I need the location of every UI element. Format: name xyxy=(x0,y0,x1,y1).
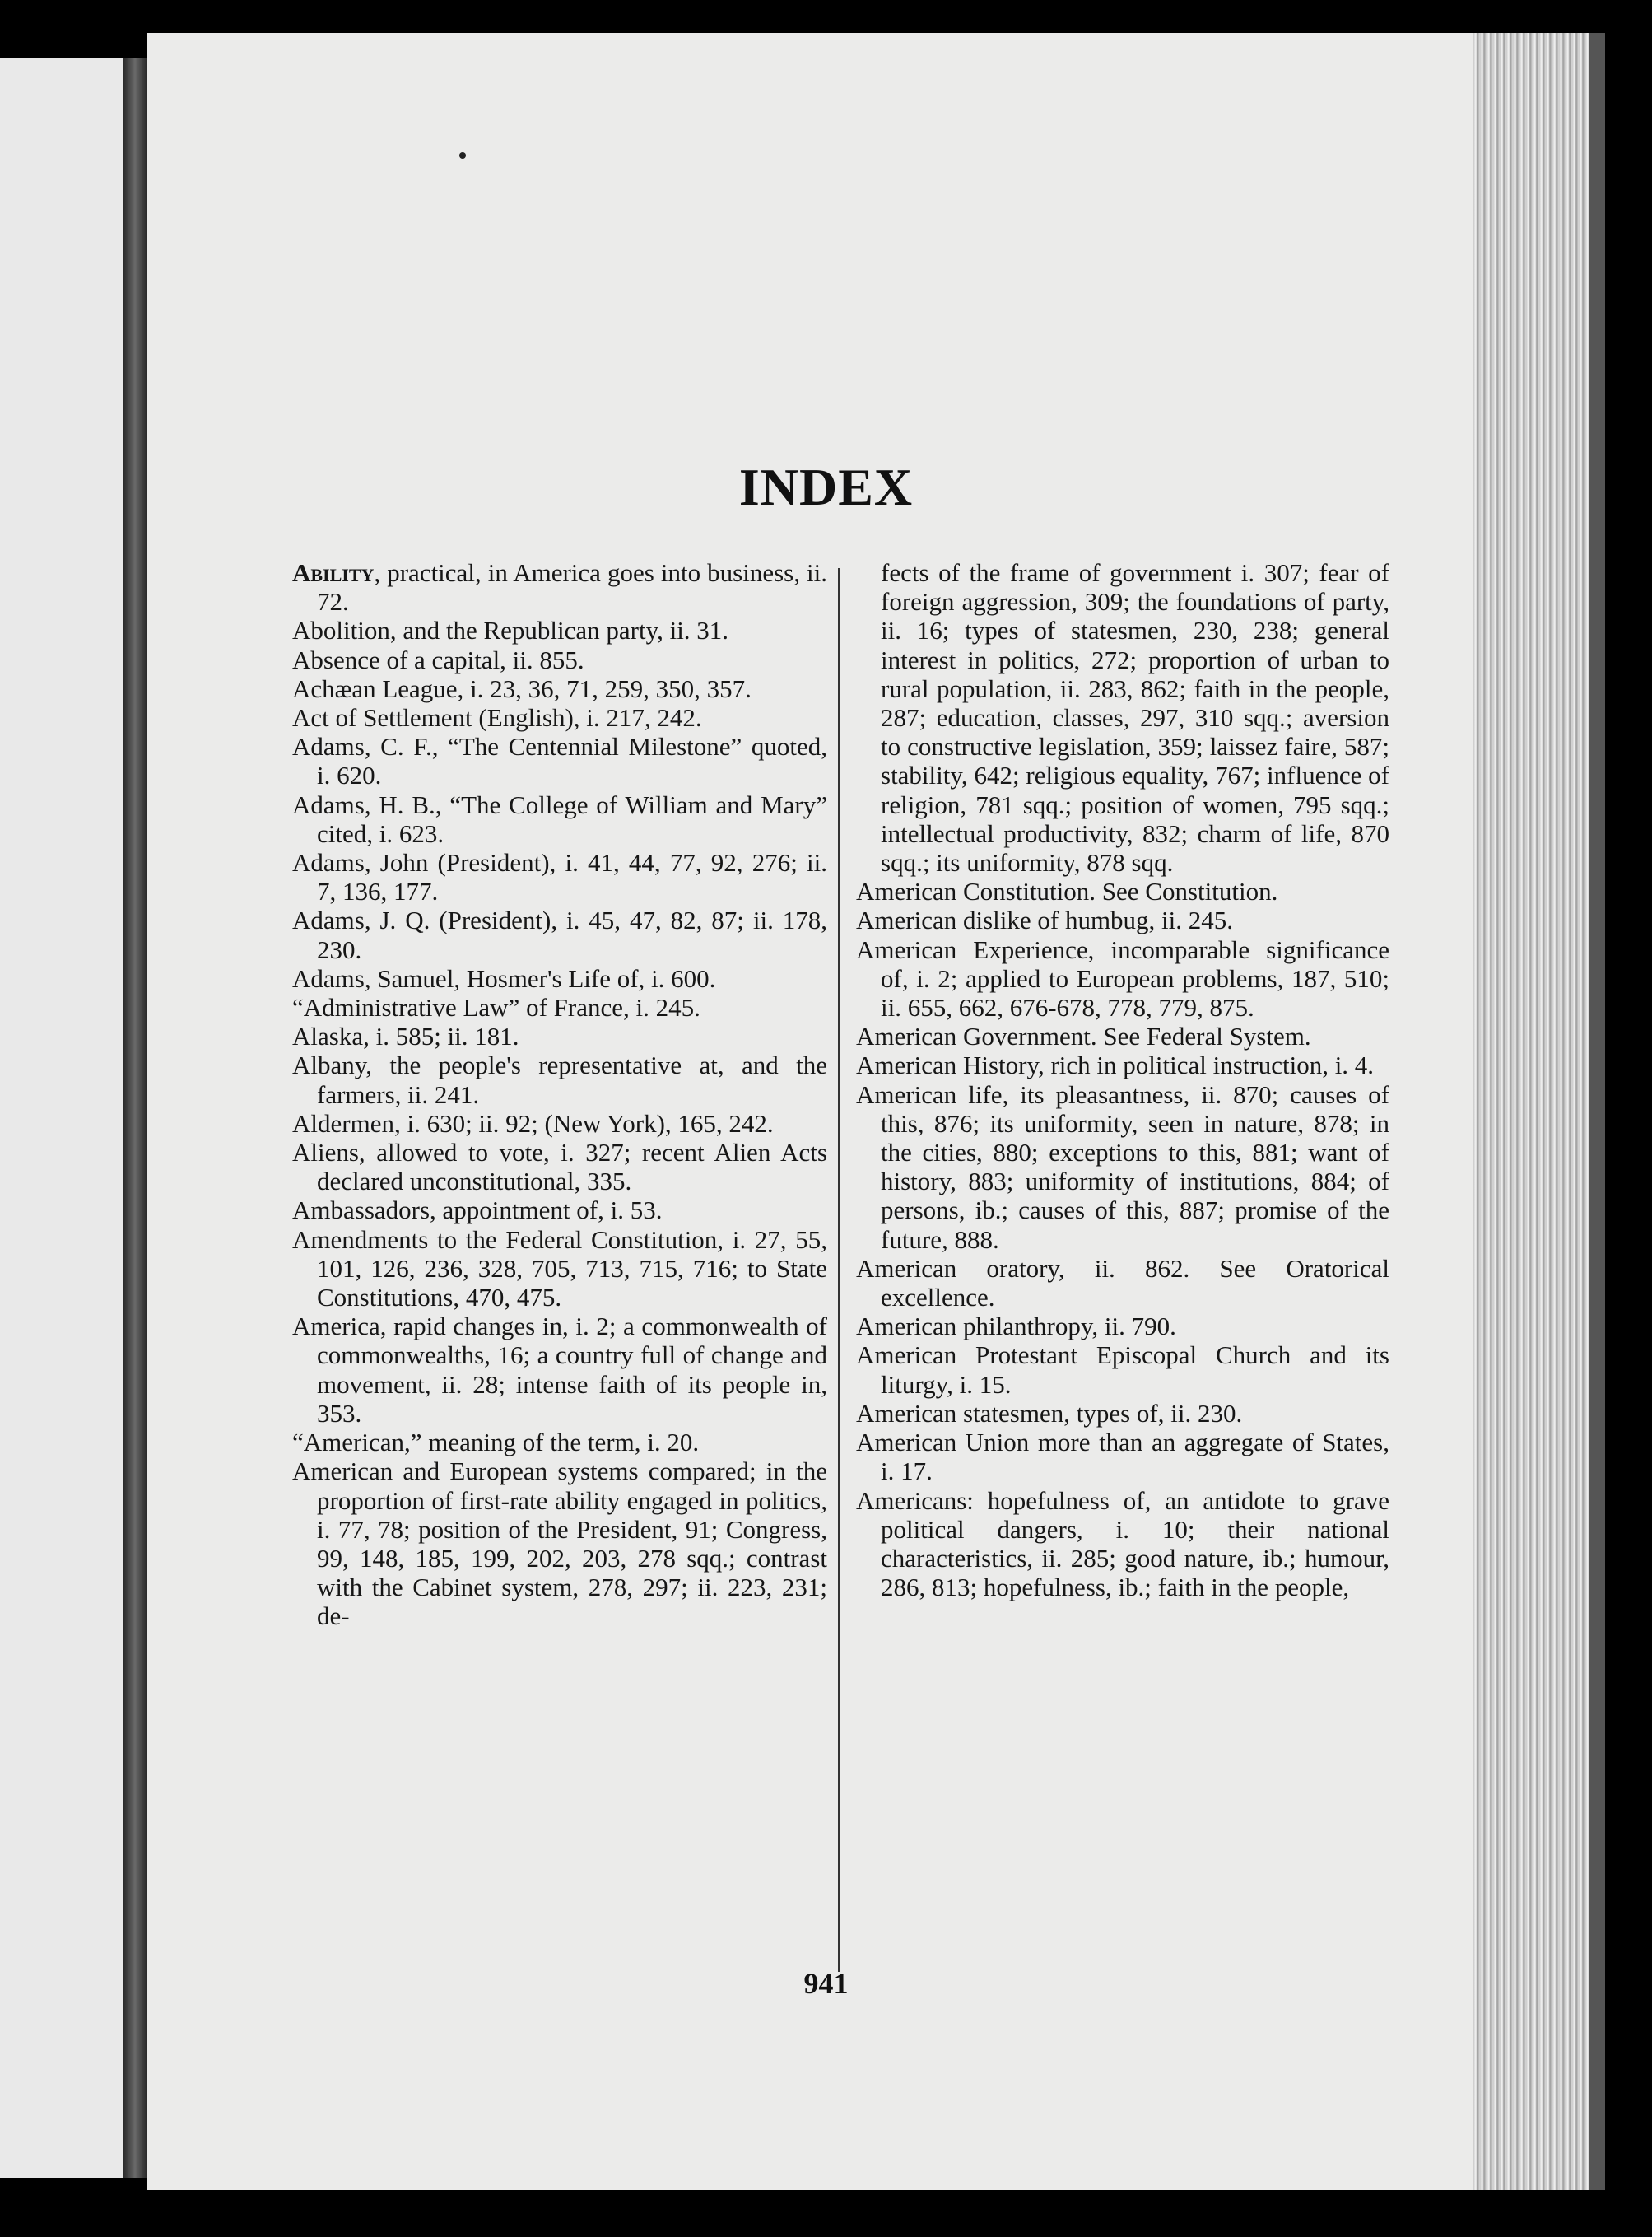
index-entry: Adams, C. F., “The Centennial Milestone” quoted, i. 620. xyxy=(292,732,827,790)
index-entry: “Administrative Law” of France, i. 245. xyxy=(292,993,700,1023)
index-entry: America, rapid changes in, i. 2; a commonwealth of commonwealths, 16; a country full of change and movement, ii. 28; intense faith of its people in, 353. xyxy=(292,1312,827,1428)
index-entry: Americans: hopefulness of, an antidote to grave political dangers, i. 10; their national characteristics, ii. 285; good nature, ib.; humour, 286, 813; hopefulness, ib.; faith in the people, xyxy=(856,1485,1389,1602)
index-entry: American oratory, ii. 862. See Oratorical excellence. xyxy=(856,1253,1389,1312)
index-entry: American Constitution. See Constitution. xyxy=(856,877,1278,906)
index-entry: Adams, John (President), i. 41, 44, 77, 92, 276; ii. 7, 136, 177. xyxy=(292,848,827,906)
index-entry-continuation: fects of the frame of government i. 307; fear of foreign aggression, 309; the foundations of party, ii. 16; types of statesmen, 230, 238; general interest in politics, 272; proportion of urban to rural population, ii. 283, 862; faith in the people, 287; education, classes, 297, 310 sqq.; aversion to constructive legislation, 359; laissez faire, 587; stability, 642; religious equality, 767; influence of religion, 781 sqq.; position of women, 795 sqq.; intellectual productivity, 832; charm of life, 870 sqq.; its uniformity, 878 sqq. xyxy=(881,558,1389,878)
index-entry: Alaska, i. 585; ii. 181. xyxy=(292,1022,519,1051)
index-entry xyxy=(292,558,827,616)
index-entry: American History, rich in political instruction, i. 4. xyxy=(856,1051,1375,1080)
index-entry: Ambassadors, appointment of, i. 53. xyxy=(292,1195,663,1225)
index-entry: Act of Settlement (English), i. 217, 242. xyxy=(292,703,702,733)
entry-text: , practical, in America goes into business, ii. 72. xyxy=(317,558,827,617)
page-number: 941 xyxy=(803,1967,849,2000)
index-entry: “American,” meaning of the term, i. 20. xyxy=(292,1428,700,1457)
index-column-right xyxy=(856,558,1389,1601)
page-title: INDEX xyxy=(738,458,914,516)
index-entry: American philanthropy, ii. 790. xyxy=(856,1312,1176,1341)
index-column-left xyxy=(292,558,827,1631)
index-entry: Aliens, allowed to vote, i. 327; recent Alien Acts declared unconstitutional, 335. xyxy=(292,1138,827,1196)
index-entry: American Union more than an aggregate of States, i. 17. xyxy=(856,1428,1389,1486)
index-entry: Absence of a capital, ii. 855. xyxy=(292,645,584,674)
index-entry: Achæan League, i. 23, 36, 71, 259, 350, 357. xyxy=(292,673,752,703)
paper-speck xyxy=(459,152,466,159)
entry-head: Ability xyxy=(292,558,375,587)
index-entry: American Experience, incomparable significance of, i. 2; applied to European problems, 187, 510; ii. 655, 662, 676-678, 778, 779, 875. xyxy=(856,934,1389,1023)
index-entry: Amendments to the Federal Constitution, i. 27, 55, 101, 126, 236, 328, 705, 713, 715, 716; to State Constitutions, 470, 475. xyxy=(292,1224,827,1312)
book-spine-shadow xyxy=(123,58,147,2178)
index-entry: American Government. See Federal System. xyxy=(856,1022,1311,1051)
column-divider xyxy=(838,568,840,1972)
right-edge-shadow xyxy=(1589,33,1605,2190)
index-entry: American statesmen, types of, ii. 230. xyxy=(856,1398,1243,1428)
index-entry: Adams, H. B., “The College of William and Mary” cited, i. 623. xyxy=(292,790,827,848)
index-entry: American and European systems compared; in the proportion of first-rate ability engaged in politics, i. 77, 78; position of the President, 91; Congress, 99, 148, 185, 199, 202, 203, 278 sqq.; contrast with the Cabinet system, 278, 297; ii. 223, 231; de- xyxy=(292,1456,827,1631)
index-entry: Aldermen, i. 630; ii. 92; (New York), 165, 242. xyxy=(292,1108,774,1138)
index-entry: American life, its pleasantness, ii. 870; causes of this, 876; its uniformity, seen in nature, 878; in the cities, 880; exceptions to this, 881; want of history, 883; uniformity of institutions, 884; of persons, ib.; causes of this, 887; promise of the future, 888. xyxy=(856,1079,1389,1254)
index-entry: Adams, J. Q. (President), i. 45, 47, 82, 87; ii. 178, 230. xyxy=(292,906,827,964)
index-entry: Abolition, and the Republican party, ii. 31. xyxy=(292,616,729,645)
index-entry: Albany, the people's representative at, and the farmers, ii. 241. xyxy=(292,1051,827,1109)
index-entry: Adams, Samuel, Hosmer's Life of, i. 600. xyxy=(292,963,716,993)
index-entry: American Protestant Episcopal Church and its liturgy, i. 15. xyxy=(856,1340,1389,1399)
index-entry: American dislike of humbug, ii. 245. xyxy=(856,906,1234,935)
right-page-edges xyxy=(1473,33,1597,2190)
left-page-edge xyxy=(0,58,132,2178)
